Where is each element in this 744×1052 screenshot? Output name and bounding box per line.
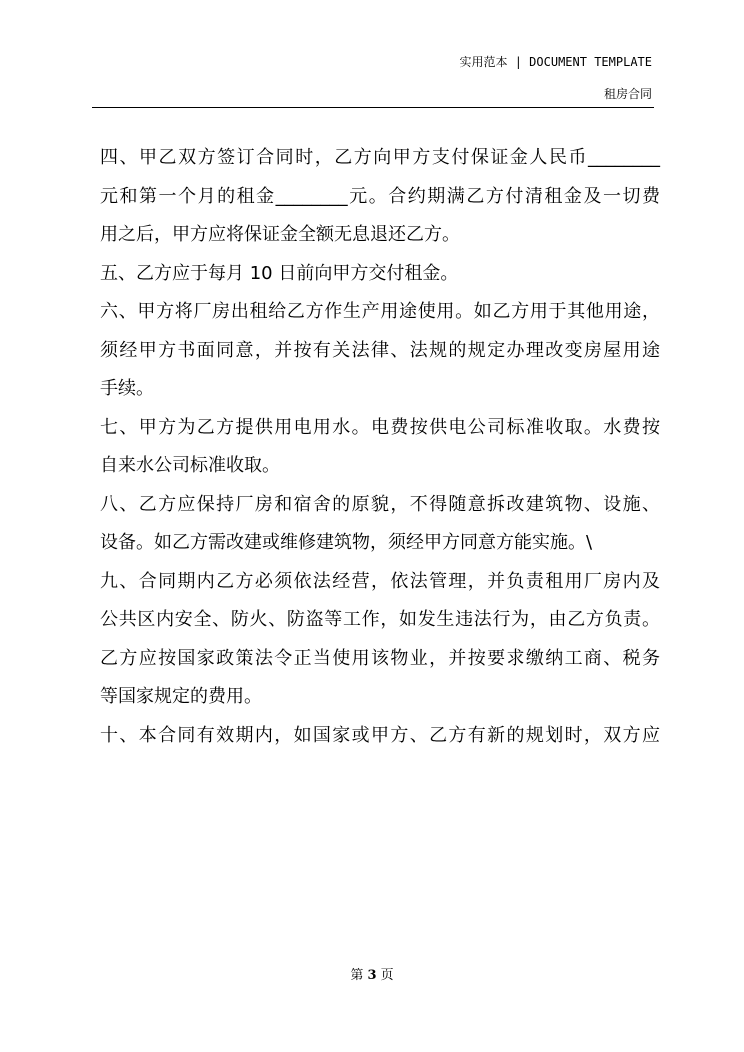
- body-line: 乙方应按国家政策法令正当使用该物业，并按要求缴纳工商、税务: [100, 647, 660, 669]
- body-line: 自来水公司标准收取。: [100, 455, 280, 476]
- body-line: 六、甲方将厂房出租给乙方作生产用途使用。如乙方用于其他用途，: [100, 301, 660, 322]
- body-line: 设备。如乙方需改建或维修建筑物，须经甲方同意方能实施。\: [100, 532, 593, 553]
- body-line: 用之后，甲方应将保证金全额无息退还乙方。: [100, 224, 460, 245]
- body-line: 八、乙方应保持厂房和宿舍的原貌，不得随意拆改建筑物、设施、: [100, 493, 660, 515]
- page-number-value: 3: [367, 968, 377, 983]
- body-line: 四、甲乙双方签订合同时，乙方向甲方支付保证金人民币________: [100, 147, 660, 168]
- body-line: 九、合同期内乙方必须依法经营，依法管理，并负责租用厂房内及: [100, 570, 660, 592]
- page-number: [0, 964, 744, 983]
- body-line: 公共区内安全、防火、防盗等工作，如发生违法行为，由乙方负责。: [100, 609, 660, 630]
- header-divider: [92, 107, 654, 108]
- body-line: 元和第一个月的租金________元。合约期满乙方付清租金及一切费: [100, 185, 660, 207]
- body-line: 须经甲方书面同意，并按有关法律、法规的规定办理改变房屋用途: [100, 339, 660, 361]
- contract-body: [100, 139, 660, 755]
- page-suffix: 页: [380, 968, 394, 983]
- header-title: 实用范本 | DOCUMENT TEMPLATE: [459, 55, 652, 69]
- header-subtitle: 租房合同: [603, 87, 652, 101]
- body-line: 十、本合同有效期内，如国家或甲方、乙方有新的规划时，双方应: [100, 724, 660, 746]
- page-prefix: 第: [350, 968, 364, 983]
- body-line: 等国家规定的费用。: [100, 686, 262, 707]
- body-line: 七、甲方为乙方提供用电用水。电费按供电公司标准收取。水费按: [100, 416, 660, 438]
- body-line: 手续。: [100, 378, 154, 399]
- body-line: 五、乙方应于每月 10 日前向甲方交付租金。: [100, 262, 459, 284]
